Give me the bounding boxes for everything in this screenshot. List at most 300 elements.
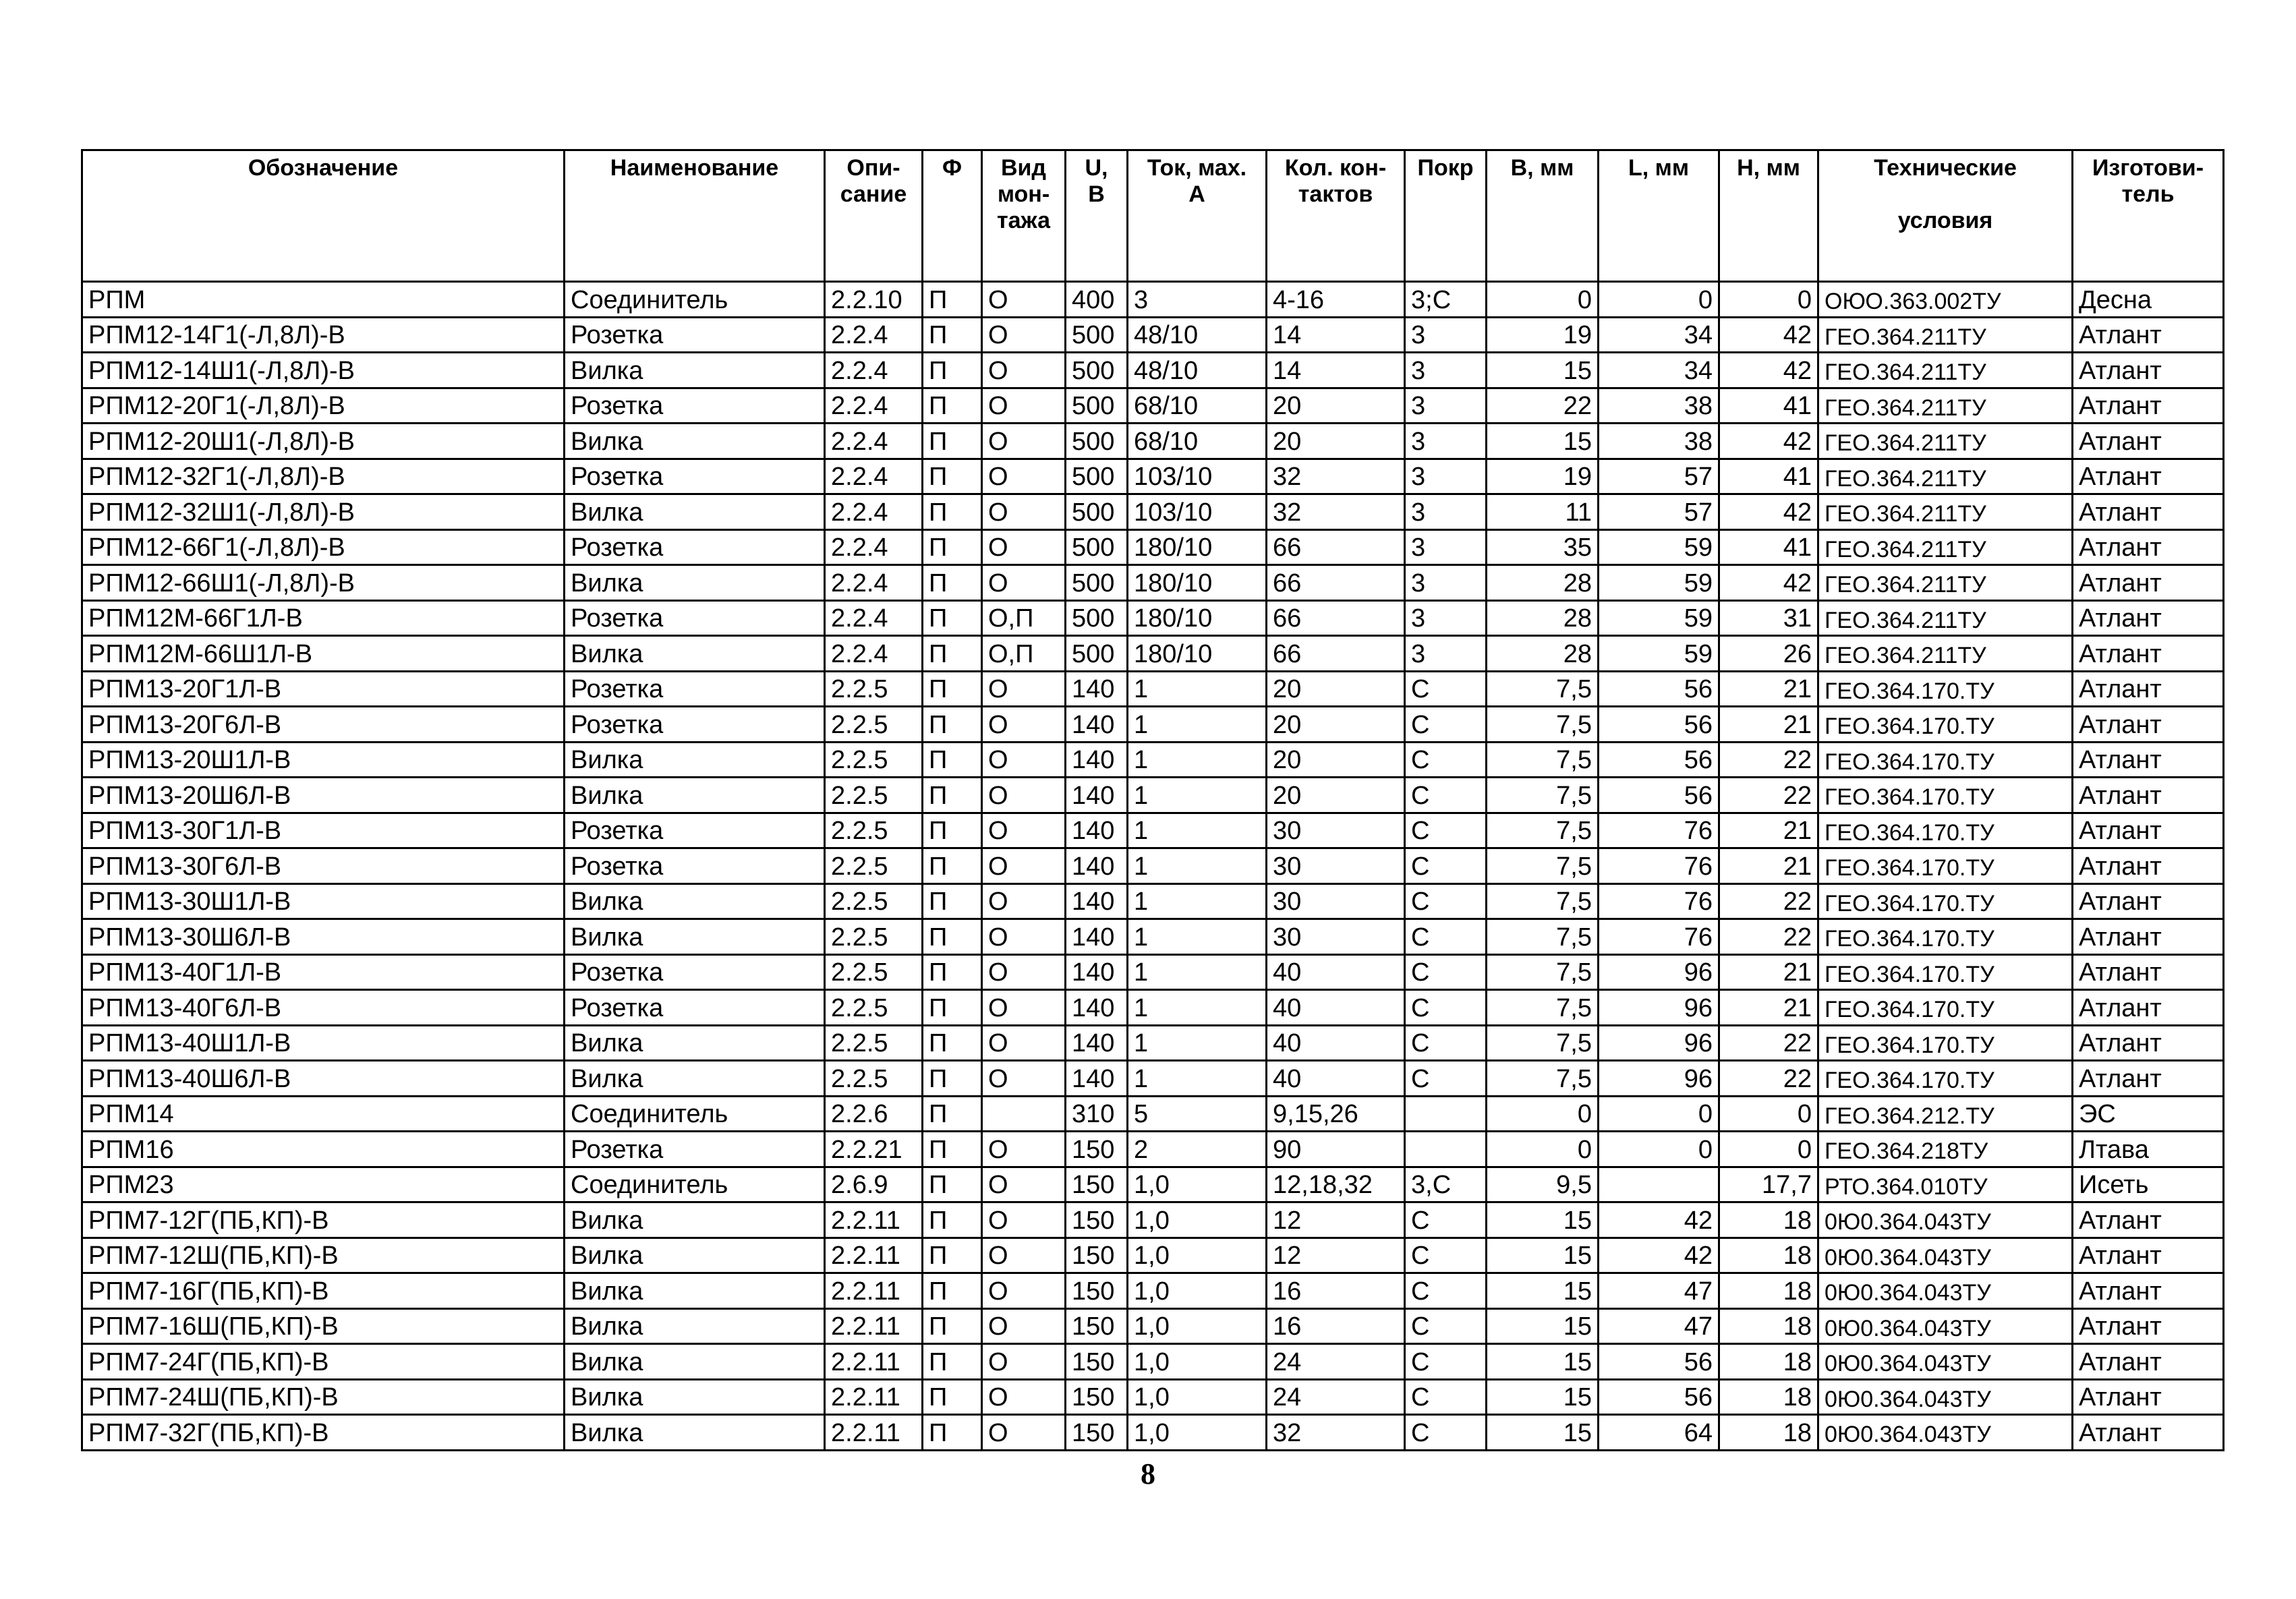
table-cell: О <box>982 282 1066 318</box>
table-cell: ГЕО.364.211ТУ <box>1818 317 2073 353</box>
table-cell: 57 <box>1599 459 1719 494</box>
table-cell: 140 <box>1066 848 1128 884</box>
table-cell: 2.2.5 <box>825 707 923 743</box>
table-row <box>82 600 2224 636</box>
table-cell: РПМ12-20Ш1(-Л,8Л)-В <box>82 424 565 459</box>
table-cell: О <box>982 1238 1066 1273</box>
table-cell: С <box>1405 1344 1487 1380</box>
table-cell: РПМ7-24Г(ПБ,КП)-В <box>82 1344 565 1380</box>
table-cell: Вилка <box>565 424 825 459</box>
table-cell: ГЕО.364.170.ТУ <box>1818 1061 2073 1097</box>
table-cell: 15 <box>1487 353 1599 388</box>
table-cell: П <box>923 1238 982 1273</box>
table-cell: 3 <box>1128 282 1267 318</box>
table-cell: ГЕО.364.170.ТУ <box>1818 990 2073 1026</box>
table-cell: 1 <box>1128 707 1267 743</box>
table-cell: 21 <box>1719 848 1818 884</box>
table-cell: 76 <box>1599 813 1719 848</box>
table-cell: РПМ12-14Г1(-Л,8Л)-В <box>82 317 565 353</box>
table-cell: ГЕО.364.170.ТУ <box>1818 778 2073 813</box>
table-cell: Вилка <box>565 883 825 919</box>
table-cell: П <box>923 1273 982 1309</box>
table-cell: 3 <box>1405 459 1487 494</box>
table-cell: 500 <box>1066 529 1128 565</box>
table-cell <box>1405 1096 1487 1132</box>
table-cell: Вилка <box>565 1238 825 1273</box>
table-cell: С <box>1405 990 1487 1026</box>
table-cell: 22 <box>1719 778 1818 813</box>
table-cell: О <box>982 1379 1066 1415</box>
page-number: 8 <box>1141 1457 1155 1490</box>
table-cell: РПМ7-32Г(ПБ,КП)-В <box>82 1415 565 1451</box>
table-cell: О <box>982 1061 1066 1097</box>
table-cell: 12 <box>1267 1202 1405 1238</box>
table-cell: Атлант <box>2073 1273 2224 1309</box>
table-cell: 38 <box>1599 424 1719 459</box>
table-cell: 18 <box>1719 1202 1818 1238</box>
table-cell: 140 <box>1066 1025 1128 1061</box>
table-cell: 47 <box>1599 1308 1719 1344</box>
table-cell: С <box>1405 954 1487 990</box>
table-cell: 57 <box>1599 494 1719 530</box>
table-cell: 3 <box>1405 317 1487 353</box>
table-cell: Атлант <box>2073 1344 2224 1380</box>
column-header: B, мм <box>1487 150 1599 282</box>
table-cell: С <box>1405 919 1487 955</box>
table-cell: ЭС <box>2073 1096 2224 1132</box>
table-cell: 0 <box>1487 1132 1599 1167</box>
table-cell: 66 <box>1267 600 1405 636</box>
table-cell: 96 <box>1599 1025 1719 1061</box>
table-header-row <box>82 150 2224 282</box>
table-cell: 24 <box>1267 1379 1405 1415</box>
table-cell: 7,5 <box>1487 742 1599 778</box>
column-header: Вид мон- тажа <box>982 150 1066 282</box>
table-cell: 140 <box>1066 883 1128 919</box>
table-cell: ГЕО.364.211ТУ <box>1818 529 2073 565</box>
table-cell: 2.2.4 <box>825 636 923 672</box>
table-cell: Атлант <box>2073 707 2224 743</box>
table-cell: 12,18,32 <box>1267 1167 1405 1202</box>
table-cell: ГЕО.364.170.ТУ <box>1818 919 2073 955</box>
table-cell: Лтава <box>2073 1132 2224 1167</box>
table-cell: 2.2.4 <box>825 494 923 530</box>
table-cell: 310 <box>1066 1096 1128 1132</box>
table-cell: 7,5 <box>1487 1061 1599 1097</box>
table-cell: П <box>923 1025 982 1061</box>
table-cell: О <box>982 1025 1066 1061</box>
table-cell: О <box>982 1308 1066 1344</box>
table-cell: 3 <box>1405 529 1487 565</box>
table-cell: Вилка <box>565 1025 825 1061</box>
table-cell: РПМ7-16Г(ПБ,КП)-В <box>82 1273 565 1309</box>
table-cell: 32 <box>1267 494 1405 530</box>
table-cell: 20 <box>1267 424 1405 459</box>
table-cell: Розетка <box>565 707 825 743</box>
column-header: Кол. кон- тактов <box>1267 150 1405 282</box>
table-cell: 1,0 <box>1128 1238 1267 1273</box>
table-cell: 150 <box>1066 1132 1128 1167</box>
table-cell: ГЕО.364.211ТУ <box>1818 565 2073 601</box>
table-cell: 2 <box>1128 1132 1267 1167</box>
table-cell: Вилка <box>565 1344 825 1380</box>
table-cell: Атлант <box>2073 742 2224 778</box>
table-cell: Атлант <box>2073 848 2224 884</box>
table-row <box>82 1025 2224 1061</box>
table-cell: 28 <box>1487 565 1599 601</box>
table-cell: 40 <box>1267 1025 1405 1061</box>
column-header: H, мм <box>1719 150 1818 282</box>
table-cell: 150 <box>1066 1379 1128 1415</box>
table-cell: 1 <box>1128 778 1267 813</box>
table-cell: 40 <box>1267 1061 1405 1097</box>
table-cell: ГЕО.364.170.ТУ <box>1818 813 2073 848</box>
table-cell: 2.2.11 <box>825 1273 923 1309</box>
table-cell: Вилка <box>565 565 825 601</box>
table-cell: Атлант <box>2073 565 2224 601</box>
table-cell: О <box>982 353 1066 388</box>
table-cell: О <box>982 813 1066 848</box>
table-cell: 400 <box>1066 282 1128 318</box>
table-row <box>82 636 2224 672</box>
table-row <box>82 707 2224 743</box>
table-cell: П <box>923 742 982 778</box>
table-cell: 2.2.5 <box>825 742 923 778</box>
table-cell: 150 <box>1066 1202 1128 1238</box>
table-cell: О <box>982 954 1066 990</box>
table-row <box>82 990 2224 1026</box>
table-cell: 3,С <box>1405 1167 1487 1202</box>
table-cell: Вилка <box>565 1308 825 1344</box>
table-cell: ГЕО.364.211ТУ <box>1818 424 2073 459</box>
table-cell: 2.2.4 <box>825 529 923 565</box>
table-cell: Атлант <box>2073 388 2224 424</box>
table-row <box>82 1273 2224 1309</box>
table-cell: 2.2.6 <box>825 1096 923 1132</box>
table-cell: Вилка <box>565 1379 825 1415</box>
table-cell: П <box>923 919 982 955</box>
table-cell: 1,0 <box>1128 1273 1267 1309</box>
table-cell: 20 <box>1267 388 1405 424</box>
table-cell: 5 <box>1128 1096 1267 1132</box>
table-cell: 76 <box>1599 883 1719 919</box>
table-cell: 500 <box>1066 388 1128 424</box>
table-cell: ГЕО.364.170.ТУ <box>1818 883 2073 919</box>
table-cell: 22 <box>1487 388 1599 424</box>
table-cell: С <box>1405 742 1487 778</box>
table-cell: 28 <box>1487 600 1599 636</box>
table-row <box>82 954 2224 990</box>
table-cell: 0Ю0.364.043ТУ <box>1818 1344 2073 1380</box>
table-cell: РПМ7-16Ш(ПБ,КП)-В <box>82 1308 565 1344</box>
table-cell: 59 <box>1599 529 1719 565</box>
table-cell: 2.2.21 <box>825 1132 923 1167</box>
table-cell: РПМ23 <box>82 1167 565 1202</box>
table-cell: О <box>982 494 1066 530</box>
table-cell: 180/10 <box>1128 636 1267 672</box>
table-cell: 7,5 <box>1487 778 1599 813</box>
table-cell: Розетка <box>565 1132 825 1167</box>
table-cell: 180/10 <box>1128 600 1267 636</box>
table-cell: О <box>982 1415 1066 1451</box>
table-cell: 1,0 <box>1128 1415 1267 1451</box>
table-cell: 2.2.5 <box>825 1061 923 1097</box>
table-cell: Атлант <box>2073 494 2224 530</box>
table-cell: Вилка <box>565 1061 825 1097</box>
column-header: Опи- сание <box>825 150 923 282</box>
table-cell: 500 <box>1066 353 1128 388</box>
table-cell: Розетка <box>565 848 825 884</box>
table-cell: 1 <box>1128 813 1267 848</box>
column-header: Технические условия <box>1818 150 2073 282</box>
table-cell: 2.2.5 <box>825 883 923 919</box>
table-cell: 18 <box>1719 1238 1818 1273</box>
table-cell: РПМ13-30Ш6Л-В <box>82 919 565 955</box>
table-cell: 15 <box>1487 1308 1599 1344</box>
table-cell: 30 <box>1267 883 1405 919</box>
table-row <box>82 1379 2224 1415</box>
table-cell: 66 <box>1267 529 1405 565</box>
table-cell: П <box>923 1167 982 1202</box>
table-cell: 150 <box>1066 1344 1128 1380</box>
table-cell: О <box>982 919 1066 955</box>
column-header: Ток, мах. А <box>1128 150 1267 282</box>
table-cell: Атлант <box>2073 459 2224 494</box>
table-cell: О <box>982 1202 1066 1238</box>
table-cell: 1 <box>1128 848 1267 884</box>
table-cell: 2.2.4 <box>825 353 923 388</box>
table-cell: 500 <box>1066 459 1128 494</box>
table-cell: Розетка <box>565 954 825 990</box>
table-cell: Атлант <box>2073 636 2224 672</box>
table-cell: 2.2.4 <box>825 388 923 424</box>
table-cell: 140 <box>1066 778 1128 813</box>
table-cell: Вилка <box>565 494 825 530</box>
table-cell: Атлант <box>2073 671 2224 707</box>
table-cell: 56 <box>1599 742 1719 778</box>
table-cell: Атлант <box>2073 600 2224 636</box>
table-row <box>82 1238 2224 1273</box>
table-cell: РПМ12-32Г1(-Л,8Л)-В <box>82 459 565 494</box>
table-cell: Атлант <box>2073 353 2224 388</box>
table-cell: 3 <box>1405 424 1487 459</box>
table-cell: 21 <box>1719 813 1818 848</box>
column-header: Обозначение <box>82 150 565 282</box>
table-cell: П <box>923 707 982 743</box>
table-cell: 59 <box>1599 636 1719 672</box>
table-cell: 41 <box>1719 529 1818 565</box>
table-cell: 500 <box>1066 424 1128 459</box>
table-cell: Соединитель <box>565 1167 825 1202</box>
table-cell: Атлант <box>2073 529 2224 565</box>
table-cell: 1 <box>1128 1061 1267 1097</box>
table-cell: О,П <box>982 636 1066 672</box>
table-cell: 7,5 <box>1487 707 1599 743</box>
table-cell: 0 <box>1487 1096 1599 1132</box>
table-cell: РПМ16 <box>82 1132 565 1167</box>
table-cell: Атлант <box>2073 317 2224 353</box>
table-cell: О <box>982 990 1066 1026</box>
table-cell: 1 <box>1128 990 1267 1026</box>
table-cell: РПМ13-30Г6Л-В <box>82 848 565 884</box>
table-cell: С <box>1405 778 1487 813</box>
table-cell: С <box>1405 1273 1487 1309</box>
table-cell: П <box>923 990 982 1026</box>
table-cell: 500 <box>1066 317 1128 353</box>
table-cell: 32 <box>1267 1415 1405 1451</box>
table-cell: 1,0 <box>1128 1202 1267 1238</box>
table-cell: 150 <box>1066 1273 1128 1309</box>
table-cell: 20 <box>1267 707 1405 743</box>
table-cell: П <box>923 1132 982 1167</box>
table-cell: Атлант <box>2073 1061 2224 1097</box>
table-row <box>82 565 2224 601</box>
table-cell: 3 <box>1405 353 1487 388</box>
table-cell: 66 <box>1267 565 1405 601</box>
table-cell: 500 <box>1066 600 1128 636</box>
table-cell: 140 <box>1066 707 1128 743</box>
table-cell: РПМ12М-66Ш1Л-В <box>82 636 565 672</box>
table-cell: Розетка <box>565 459 825 494</box>
table-cell: 30 <box>1267 919 1405 955</box>
table-cell: 2.2.11 <box>825 1344 923 1380</box>
table-cell: 2.2.4 <box>825 600 923 636</box>
table-cell: Вилка <box>565 919 825 955</box>
table-cell: 3 <box>1405 494 1487 530</box>
table-cell: РПМ13-40Г6Л-В <box>82 990 565 1026</box>
table-cell: 2.2.11 <box>825 1202 923 1238</box>
table-cell: П <box>923 317 982 353</box>
table-cell: 18 <box>1719 1415 1818 1451</box>
table-cell: РПМ13-20Г1Л-В <box>82 671 565 707</box>
table-cell: Вилка <box>565 636 825 672</box>
table-cell: 3 <box>1405 565 1487 601</box>
table-cell: П <box>923 1415 982 1451</box>
table-cell: 180/10 <box>1128 529 1267 565</box>
table-cell: Соединитель <box>565 1096 825 1132</box>
table-cell: 7,5 <box>1487 883 1599 919</box>
table-cell: РПМ13-30Г1Л-В <box>82 813 565 848</box>
table-cell: 48/10 <box>1128 353 1267 388</box>
table-row <box>82 1061 2224 1097</box>
table-cell: РПМ13-40Ш6Л-В <box>82 1061 565 1097</box>
table-cell: 32 <box>1267 459 1405 494</box>
table-cell: 1 <box>1128 671 1267 707</box>
table-cell: 41 <box>1719 459 1818 494</box>
table-cell: 15 <box>1487 1379 1599 1415</box>
table-cell: 15 <box>1487 424 1599 459</box>
table-cell: ГЕО.364.211ТУ <box>1818 494 2073 530</box>
table-cell: О <box>982 317 1066 353</box>
table-cell: П <box>923 388 982 424</box>
column-header: Ф <box>923 150 982 282</box>
table-cell: РПМ14 <box>82 1096 565 1132</box>
table-cell: 38 <box>1599 388 1719 424</box>
table-cell: 15 <box>1487 1415 1599 1451</box>
table-cell: О <box>982 388 1066 424</box>
table-cell: Атлант <box>2073 1308 2224 1344</box>
table-cell: 18 <box>1719 1308 1818 1344</box>
table-cell: 2.6.9 <box>825 1167 923 1202</box>
table-cell: 180/10 <box>1128 565 1267 601</box>
table-cell: П <box>923 1202 982 1238</box>
table-cell: 2.2.11 <box>825 1238 923 1273</box>
table-cell: 140 <box>1066 742 1128 778</box>
table-cell: П <box>923 459 982 494</box>
table-cell: 16 <box>1267 1273 1405 1309</box>
table-cell: 500 <box>1066 494 1128 530</box>
table-cell: О <box>982 424 1066 459</box>
table-row <box>82 1344 2224 1380</box>
table-cell: 3;С <box>1405 282 1487 318</box>
table-cell: 2.2.5 <box>825 848 923 884</box>
table-cell: Розетка <box>565 388 825 424</box>
table-cell: 7,5 <box>1487 1025 1599 1061</box>
table-cell: П <box>923 529 982 565</box>
table-row <box>82 1202 2224 1238</box>
table-cell: 150 <box>1066 1415 1128 1451</box>
table-cell: 1 <box>1128 1025 1267 1061</box>
table-cell: 0Ю0.364.043ТУ <box>1818 1273 2073 1309</box>
table-cell: 2.2.5 <box>825 954 923 990</box>
table-cell: 21 <box>1719 671 1818 707</box>
table-row <box>82 1415 2224 1451</box>
table-cell: 1 <box>1128 742 1267 778</box>
table-cell: 9,5 <box>1487 1167 1599 1202</box>
table-cell: 31 <box>1719 600 1818 636</box>
table-cell: Атлант <box>2073 813 2224 848</box>
table-cell: С <box>1405 1025 1487 1061</box>
table-cell: Атлант <box>2073 424 2224 459</box>
table-cell: П <box>923 1379 982 1415</box>
table-cell: С <box>1405 848 1487 884</box>
table-cell: П <box>923 1308 982 1344</box>
table-cell: 2.2.5 <box>825 990 923 1026</box>
table-cell: С <box>1405 1379 1487 1415</box>
table-cell: О <box>982 529 1066 565</box>
table-cell: 14 <box>1267 317 1405 353</box>
table-cell: Атлант <box>2073 919 2224 955</box>
table-cell: С <box>1405 1415 1487 1451</box>
table-cell: 96 <box>1599 954 1719 990</box>
table-cell: Атлант <box>2073 883 2224 919</box>
table-cell: 7,5 <box>1487 990 1599 1026</box>
table-cell: 24 <box>1267 1344 1405 1380</box>
table-cell: 1,0 <box>1128 1379 1267 1415</box>
table-cell: РПМ13-20Ш1Л-В <box>82 742 565 778</box>
table-cell: О <box>982 742 1066 778</box>
table-cell: 40 <box>1267 990 1405 1026</box>
table-cell: 90 <box>1267 1132 1405 1167</box>
table-cell: Вилка <box>565 1273 825 1309</box>
table-cell: Розетка <box>565 529 825 565</box>
table-cell: Розетка <box>565 317 825 353</box>
table-cell: 2.2.11 <box>825 1308 923 1344</box>
table-cell: 0 <box>1719 1096 1818 1132</box>
table-cell: 0 <box>1487 282 1599 318</box>
table-cell: 56 <box>1599 671 1719 707</box>
table-row <box>82 1308 2224 1344</box>
table-cell: С <box>1405 883 1487 919</box>
table-cell: РПМ <box>82 282 565 318</box>
table-cell: 22 <box>1719 742 1818 778</box>
table-row <box>82 388 2224 424</box>
table-cell: РПМ13-40Г1Л-В <box>82 954 565 990</box>
table-cell: 42 <box>1719 565 1818 601</box>
table-cell: 18 <box>1719 1379 1818 1415</box>
table-cell: Розетка <box>565 600 825 636</box>
table-cell: Розетка <box>565 813 825 848</box>
